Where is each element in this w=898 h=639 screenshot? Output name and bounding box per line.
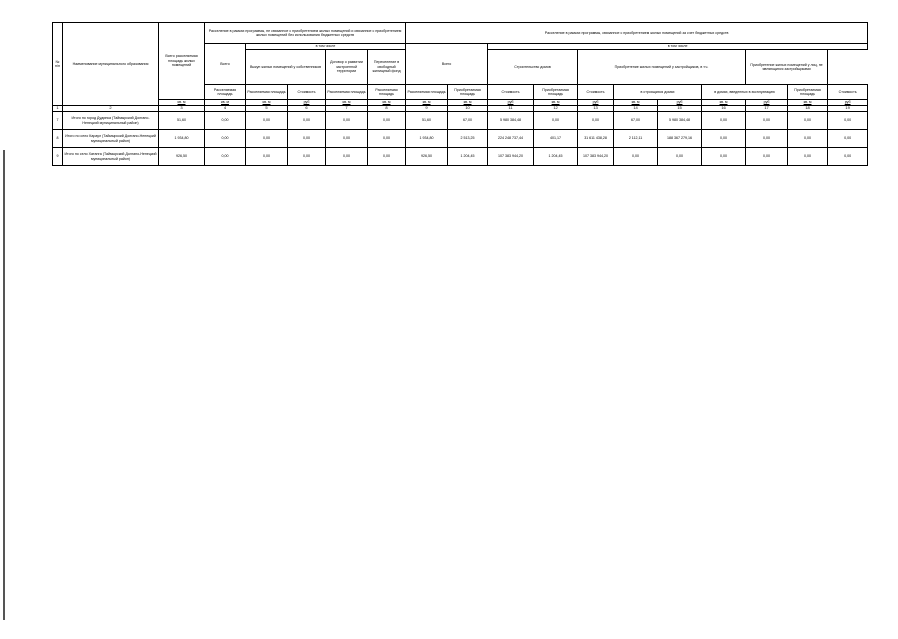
buyout-header: Выкуп жилых помещений у собственников bbox=[246, 50, 326, 85]
colnum-9: 9 bbox=[406, 106, 448, 112]
col-municipality-header: Наименование муниципального образования bbox=[63, 23, 159, 106]
cell: 107 383 944,20 bbox=[578, 148, 614, 166]
developer-purchase-header: Приобретение жилых помещений у застройщиков, в т.ч. bbox=[578, 50, 746, 85]
colnum-15: 15 bbox=[658, 106, 702, 112]
cell: 0,00 bbox=[326, 130, 368, 148]
cell: 0,00 bbox=[326, 112, 368, 130]
row-number: 8 bbox=[53, 130, 63, 148]
cell: 0,00 bbox=[205, 130, 246, 148]
colnum-3: 3 bbox=[159, 106, 205, 112]
cell: 401,17 bbox=[534, 130, 578, 148]
cell: 51,60 bbox=[406, 112, 448, 130]
non-developer-area-header: Приобретаемая площадь bbox=[788, 85, 828, 100]
colnum-11: 11 bbox=[488, 106, 534, 112]
p-total-purchased-header: Приобретаемая площадь bbox=[448, 85, 488, 100]
cell: 0,00 bbox=[246, 130, 288, 148]
cell: 0,00 bbox=[702, 130, 746, 148]
cell: 67,00 bbox=[614, 112, 658, 130]
group-purchase-header: Расселение в рамках программы, связанное с приобретением жилых помещений за счет бюджетных средств bbox=[406, 23, 868, 44]
colnum-2: 2 bbox=[63, 106, 159, 112]
non-developer-header: Приобретение жилых помещений у лиц, не являющихся застройщиками bbox=[746, 50, 828, 85]
unit-col-12: кв. м bbox=[534, 100, 578, 106]
colnum-4: 4 bbox=[205, 106, 246, 112]
buyout-area-header: Расселяемая площадь bbox=[246, 85, 288, 100]
unit-col-3: кв. м bbox=[159, 100, 205, 106]
cell: 1 934,80 bbox=[406, 130, 448, 148]
colnum-1: 1 bbox=[53, 106, 63, 112]
cell: 0,00 bbox=[534, 112, 578, 130]
construction-header: Строительство домов bbox=[488, 50, 578, 85]
cell: 0,00 bbox=[828, 130, 868, 148]
np-total-header: Всего bbox=[205, 44, 246, 85]
cell: 926,50 bbox=[159, 148, 205, 166]
colnum-16: 16 bbox=[702, 106, 746, 112]
buyout-cost-header: Стоимость bbox=[288, 85, 326, 100]
municipality-name: Итого по село Караул (Таймырский Долгано-Ненецкий муниципальный район) bbox=[63, 130, 159, 148]
vacant-area-header: Расселяемая площадь bbox=[368, 85, 406, 100]
commissioned-header: в домах, введенных в эксплуатацию bbox=[702, 85, 788, 100]
col-number-header: № п/п bbox=[53, 23, 63, 106]
construction-area-header: Стоимость bbox=[488, 85, 534, 100]
unit-col-4: кв. м bbox=[205, 100, 246, 106]
construction-purchased-header: Приобретаемая площадь bbox=[534, 85, 578, 100]
cell: 0,00 bbox=[788, 130, 828, 148]
unit-col-8: кв. м bbox=[368, 100, 406, 106]
header-row-1 bbox=[53, 23, 868, 44]
table-row bbox=[53, 112, 868, 130]
unit-col-9: кв. м bbox=[406, 100, 448, 106]
scan-edge-line bbox=[3, 150, 5, 620]
colnum-7: 7 bbox=[326, 106, 368, 112]
cell: 0,00 bbox=[746, 148, 788, 166]
cell: 0,00 bbox=[246, 112, 288, 130]
resettlement-table bbox=[52, 22, 868, 166]
colnum-18: 18 bbox=[788, 106, 828, 112]
p-total-area-header: Расселяемая площадь bbox=[406, 85, 448, 100]
row-number: 9 bbox=[53, 148, 63, 166]
cell: 0,00 bbox=[614, 148, 658, 166]
colnum-19: 19 bbox=[828, 106, 868, 112]
unit-col-17: руб bbox=[746, 100, 788, 106]
unit-col-10: кв. м bbox=[448, 100, 488, 106]
colnum-5: 5 bbox=[246, 106, 288, 112]
colnum-6: 6 bbox=[288, 106, 326, 112]
cell: 1 204,45 bbox=[448, 148, 488, 166]
cell: 2 513,25 bbox=[448, 130, 488, 148]
cell: 0,00 bbox=[578, 112, 614, 130]
cell: 0,00 bbox=[746, 112, 788, 130]
unit-col-7: кв. м bbox=[326, 100, 368, 106]
cell: 224 248 737,44 bbox=[488, 130, 534, 148]
cell: 1 204,45 bbox=[534, 148, 578, 166]
unit-col-16: кв. м bbox=[702, 100, 746, 106]
unit-col-19: руб bbox=[828, 100, 868, 106]
colnum-17: 17 bbox=[746, 106, 788, 112]
unit-col-5: кв. м bbox=[246, 100, 288, 106]
unit-col-11: руб bbox=[488, 100, 534, 106]
cell: 926,50 bbox=[406, 148, 448, 166]
unit-col-18: кв. м bbox=[788, 100, 828, 106]
cell: 0,00 bbox=[288, 148, 326, 166]
unit-col-15: руб bbox=[658, 100, 702, 106]
cell: 1 934,80 bbox=[159, 130, 205, 148]
table-row bbox=[53, 148, 868, 166]
cell: 0,00 bbox=[788, 112, 828, 130]
cell: 107 383 944,20 bbox=[488, 148, 534, 166]
col-total-area-header: Всего расселяемая площадь жилых помещений bbox=[159, 23, 205, 100]
cell: 0,00 bbox=[288, 112, 326, 130]
table-row bbox=[53, 130, 868, 148]
group-no-purchase-header: Расселение в рамках программы, не связанное с приобретением жилых помещений и связанное с приобретением жилых помещений без использования бюджетных средств bbox=[205, 23, 406, 44]
development-agreement-header: Договор о развитии застроенной территории bbox=[326, 50, 368, 85]
cell: 51,60 bbox=[159, 112, 205, 130]
cell: 5 980 384,48 bbox=[488, 112, 534, 130]
development-area-header: Расселяемая площадь bbox=[326, 85, 368, 100]
p-incl-header: в том числе bbox=[488, 44, 868, 50]
cell: 0,00 bbox=[246, 148, 288, 166]
colnum-10: 10 bbox=[448, 106, 488, 112]
colnum-13: 13 bbox=[578, 106, 614, 112]
row-number: 7 bbox=[53, 112, 63, 130]
cell: 67,00 bbox=[448, 112, 488, 130]
p-total-header: Всего bbox=[406, 44, 488, 85]
cell: 0,00 bbox=[368, 112, 406, 130]
unit-col-6: руб bbox=[288, 100, 326, 106]
construction-cost-header: Стоимость bbox=[578, 85, 614, 100]
non-developer-cost-header: Стоимость bbox=[828, 85, 868, 100]
cell: 0,00 bbox=[658, 148, 702, 166]
colnum-12: 12 bbox=[534, 106, 578, 112]
cell: 0,00 bbox=[205, 112, 246, 130]
cell: 0,00 bbox=[288, 130, 326, 148]
cell: 0,00 bbox=[326, 148, 368, 166]
colnum-14: 14 bbox=[614, 106, 658, 112]
municipality-name: Итого по село Хатанга (Таймырский Долгано-Ненецкий муниципальный район) bbox=[63, 148, 159, 166]
cell: 0,00 bbox=[828, 112, 868, 130]
cell: 0,00 bbox=[368, 148, 406, 166]
under-construction-header: в строящихся домах bbox=[614, 85, 702, 100]
cell: 2 112,11 bbox=[614, 130, 658, 148]
cell: 0,00 bbox=[702, 112, 746, 130]
cell: 0,00 bbox=[702, 148, 746, 166]
municipality-name: Итого по город Дудинка (Таймырский Долгано-Ненецкий муниципальный район) bbox=[63, 112, 159, 130]
np-incl-header: в том числе bbox=[246, 44, 406, 50]
cell: 5 980 384,48 bbox=[658, 112, 702, 130]
cell: 0,00 bbox=[788, 148, 828, 166]
cell: 188 367 279,16 bbox=[658, 130, 702, 148]
colnum-8: 8 bbox=[368, 106, 406, 112]
cell: 0,00 bbox=[828, 148, 868, 166]
np-total-area-header: Расселяемая площадь bbox=[205, 85, 246, 100]
unit-col-14: кв. м bbox=[614, 100, 658, 106]
vacant-fund-header: Переселение в свободный жилищный фонд bbox=[368, 50, 406, 85]
unit-col-13: руб bbox=[578, 100, 614, 106]
cell: 0,00 bbox=[746, 130, 788, 148]
cell: 0,00 bbox=[205, 148, 246, 166]
cell: 31 611 438,28 bbox=[578, 130, 614, 148]
cell: 0,00 bbox=[368, 130, 406, 148]
